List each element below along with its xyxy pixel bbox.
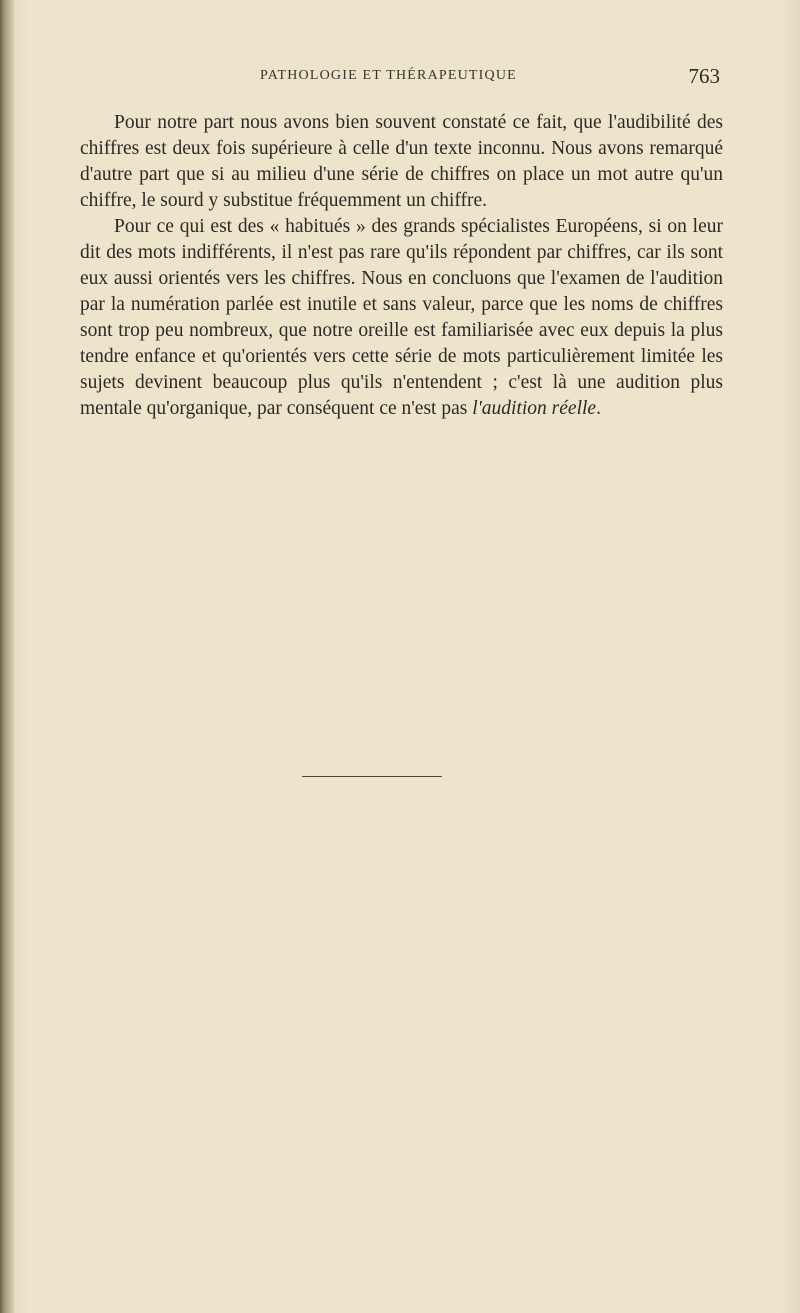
paragraph-2-emphasis: l'audition réelle bbox=[472, 398, 597, 419]
page-number: 763 bbox=[688, 64, 720, 88]
running-title: PATHOLOGIE ET THÉRAPEUTIQUE bbox=[260, 68, 517, 83]
paragraph-1: Pour notre part nous avons bien souvent constaté ce fait, que l'audibilité des chiffres est deux fois supérieure à celle d'un texte inconnu. Nous avons remarqué d'autre part que si au milieu d'une série de chiffres on place un mot autre qu'un chiffre, le sourd y substitue fréquemment un chiffre. bbox=[80, 112, 723, 211]
book-spine-edge bbox=[0, 0, 14, 1313]
section-end-rule bbox=[302, 776, 442, 777]
paragraph-2 bbox=[80, 214, 723, 422]
body-text bbox=[80, 110, 723, 422]
page-header bbox=[80, 64, 720, 90]
paragraph-2-end: . bbox=[596, 398, 601, 419]
paragraph-2-text: Pour ce qui est des « habitués » des grands spécialistes Européens, si on leur dit des mots indifférents, il n'est pas rare qu'ils répondent par chiffres, car ils sont eux aussi orientés vers les chiffres. Nous en concluons que l'examen de l'audition par la numération parlée est inutile et sans valeur, parce que les noms de chiffres sont trop peu nombreux, que notre oreille est familiarisée avec eux depuis la plus tendre enfance et qu'orientés vers cette série de mots particulièrement limitée les sujets devinent beaucoup plus qu'ils n'entendent ; c'est là une audition plus mentale qu'organique, par conséquent ce n'est pas bbox=[80, 216, 723, 419]
